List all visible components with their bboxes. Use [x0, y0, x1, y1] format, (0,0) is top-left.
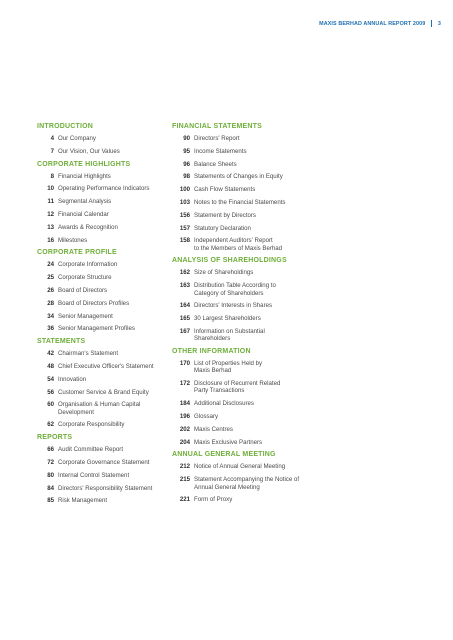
- toc-page-number: 103: [179, 198, 190, 206]
- toc-page-number: 16: [47, 236, 54, 244]
- toc-entry[interactable]: [172, 282, 307, 297]
- toc-entry-label: Directors' Interests in Shares: [194, 302, 273, 310]
- toc-entry[interactable]: [172, 302, 307, 309]
- toc-page-number: 196: [179, 413, 190, 421]
- toc-page-number: 221: [179, 496, 190, 504]
- toc-entry[interactable]: [37, 363, 172, 370]
- toc-entry[interactable]: [37, 497, 172, 504]
- section-analysis-of-shareholdings: [172, 257, 307, 342]
- contents-left-column: [37, 123, 172, 510]
- toc-entry[interactable]: [172, 360, 307, 375]
- toc-entry-label: Directors' Report: [194, 135, 240, 142]
- toc-page-number: 8: [50, 172, 54, 180]
- toc-entry[interactable]: [37, 287, 172, 294]
- toc-entry[interactable]: [37, 401, 172, 416]
- toc-page-number: 72: [47, 459, 54, 467]
- toc-page-number: 12: [47, 210, 54, 218]
- toc-page-number: 162: [179, 269, 190, 277]
- toc-entry-label: Independent Auditors' Report to the Members of Maxis Berhad: [194, 237, 283, 252]
- toc-entry[interactable]: [172, 237, 307, 252]
- toc-page-number: 48: [47, 362, 54, 370]
- toc-page-number: 184: [179, 400, 190, 408]
- toc-entry[interactable]: [172, 199, 307, 206]
- toc-entry-label: Form of Proxy: [194, 496, 233, 504]
- toc-page-number: 4: [50, 135, 54, 142]
- toc-entry-label: Distribution Table According to Category of Shareholders: [194, 282, 276, 297]
- toc-page-number: 164: [179, 302, 190, 310]
- toc-page-number: 172: [179, 380, 190, 388]
- toc-page-number: 167: [179, 327, 190, 335]
- toc-entry[interactable]: [37, 173, 172, 180]
- toc-entry-label: Size of Shareholdings: [194, 269, 254, 277]
- toc-entry[interactable]: [172, 400, 307, 407]
- section-heading: CORPORATE PROFILE: [37, 249, 117, 257]
- toc-entry-label: Disclosure of Recurrent Related Party Transactions: [194, 380, 281, 395]
- toc-entry[interactable]: [172, 212, 307, 219]
- toc-entry-label: Maxis Centres: [194, 425, 233, 433]
- toc-entry-label: Corporate Governance Statement: [58, 459, 150, 467]
- toc-page-number: 90: [183, 135, 190, 142]
- toc-entry[interactable]: [172, 225, 307, 232]
- toc-entry-label: Cash Flow Statements: [194, 186, 256, 194]
- toc-page-number: 80: [47, 471, 54, 479]
- toc-entry[interactable]: [172, 135, 307, 142]
- toc-entry[interactable]: [37, 135, 172, 142]
- toc-entry[interactable]: [172, 315, 307, 322]
- toc-page-number: 66: [47, 446, 54, 454]
- toc-entry-label: Our Vision, Our Values: [58, 147, 120, 155]
- toc-entry-label: Board of Directors: [58, 286, 108, 294]
- toc-page-number: 85: [47, 497, 54, 505]
- toc-entry-label: Corporate Responsibility: [58, 421, 125, 429]
- toc-entry-label: Operating Performance Indicators: [58, 185, 150, 193]
- toc-entry-label: Senior Management Profiles: [58, 325, 135, 333]
- toc-entry-label: Board of Directors Profiles: [58, 299, 130, 307]
- toc-entry-label: Statements of Changes in Equity: [194, 173, 283, 181]
- toc-page-number: 163: [179, 282, 190, 290]
- section-reports: [37, 434, 172, 504]
- toc-entry-label: 30 Largest Shareholders: [194, 315, 261, 323]
- toc-page-number: 158: [179, 237, 190, 245]
- toc-page-number: 84: [47, 484, 54, 492]
- toc-page-number: 170: [179, 360, 190, 368]
- toc-entry-label: Risk Management: [58, 497, 108, 505]
- toc-entry[interactable]: [37, 350, 172, 357]
- report-title: MAXIS BERHAD ANNUAL REPORT 2009: [319, 20, 426, 27]
- toc-entry-label: Organisation & Human Capital Development: [58, 401, 141, 416]
- running-header: [319, 20, 441, 27]
- toc-entry[interactable]: [172, 463, 307, 470]
- toc-entry-label: Financial Highlights: [58, 172, 111, 180]
- toc-page-number: 10: [47, 185, 54, 193]
- toc-entry-label: Directors' Responsibility Statement: [58, 484, 153, 492]
- toc-entry[interactable]: [172, 476, 307, 491]
- toc-entry-label: Chairman's Statement: [58, 350, 119, 358]
- toc-entry-label: Segmental Analysis: [58, 198, 112, 206]
- toc-entry-label: Maxis Exclusive Partners: [194, 438, 263, 446]
- section-heading: STATEMENTS: [37, 338, 86, 346]
- toc-entry[interactable]: [37, 274, 172, 281]
- toc-page-number: 157: [179, 224, 190, 232]
- toc-entry[interactable]: [37, 472, 172, 479]
- section-financial-statements: [172, 123, 307, 252]
- toc-page-number: 62: [47, 421, 54, 429]
- toc-page-number: 96: [183, 160, 190, 168]
- toc-page-number: 156: [179, 211, 190, 219]
- section-heading: INTRODUCTION: [37, 123, 94, 130]
- toc-page-number: 34: [47, 312, 54, 320]
- section-heading: OTHER INFORMATION: [172, 348, 251, 356]
- toc-entry[interactable]: [172, 328, 307, 343]
- toc-entry-label: Statement by Directors: [194, 211, 256, 219]
- toc-entry-label: Customer Service & Brand Equity: [58, 388, 149, 396]
- section-heading: FINANCIAL STATEMENTS: [172, 123, 262, 130]
- toc-entry-label: Information on Substantial Shareholders: [194, 327, 265, 343]
- page-number: 3: [437, 20, 441, 27]
- toc-entry[interactable]: [37, 185, 172, 192]
- toc-entry[interactable]: [37, 224, 172, 231]
- toc-entry-label: Notes to the Financial Statements: [194, 198, 286, 206]
- toc-entry-label: Milestones: [58, 236, 88, 244]
- toc-entry-label: Our Company: [58, 135, 96, 142]
- toc-entry[interactable]: [37, 389, 172, 396]
- toc-entry[interactable]: [172, 148, 307, 155]
- toc-page-number: 204: [179, 438, 190, 446]
- toc-page-number: 60: [47, 401, 54, 409]
- section-introduction: [37, 123, 172, 155]
- toc-page-number: 202: [179, 425, 190, 433]
- section-heading: CORPORATE HIGHLIGHTS: [37, 160, 131, 168]
- contents-right-column: [172, 123, 307, 509]
- toc-entry[interactable]: [37, 325, 172, 332]
- toc-page-number: 11: [47, 198, 54, 206]
- toc-entry-label: Financial Calendar: [58, 210, 109, 218]
- header-divider: [431, 20, 432, 27]
- toc-entry-label: Income Statements: [194, 147, 247, 155]
- toc-entry[interactable]: [172, 173, 307, 180]
- toc-entry[interactable]: [172, 380, 307, 395]
- toc-page-number: 98: [183, 173, 190, 181]
- toc-entry[interactable]: [172, 426, 307, 433]
- toc-page-number: 56: [47, 388, 54, 396]
- toc-entry[interactable]: [37, 313, 172, 320]
- toc-page-number: 212: [179, 463, 190, 471]
- toc-entry-label: Statement Accompanying the Notice of Annual General Meeting: [194, 476, 300, 491]
- toc-entry-label: Internal Control Statement: [58, 471, 130, 479]
- section-annual-general-meeting: [172, 451, 307, 503]
- toc-entry[interactable]: [172, 413, 307, 420]
- toc-page-number: 165: [179, 315, 190, 323]
- section-heading: REPORTS: [37, 434, 73, 442]
- toc-entry-label: List of Properties Held by Maxis Berhad: [194, 360, 263, 375]
- toc-page-number: 28: [47, 299, 54, 307]
- section-heading: ANALYSIS OF SHAREHOLDINGS: [172, 257, 287, 265]
- toc-page-number: 215: [179, 476, 190, 484]
- section-statements: [37, 338, 172, 429]
- toc-entry[interactable]: [37, 446, 172, 453]
- toc-entry[interactable]: [37, 459, 172, 466]
- toc-entry-label: Senior Management: [58, 312, 113, 320]
- toc-entry[interactable]: [37, 261, 172, 268]
- toc-entry[interactable]: [37, 198, 172, 205]
- toc-entry-label: Awards & Recognition: [58, 223, 118, 231]
- toc-page-number: 42: [47, 350, 54, 358]
- section-other-information: [172, 348, 307, 446]
- toc-page-number: 13: [47, 223, 54, 231]
- toc-entry[interactable]: [37, 237, 172, 244]
- toc-page-number: 7: [50, 147, 54, 155]
- toc-entry[interactable]: [37, 485, 172, 492]
- section-corporate-profile: [37, 249, 172, 332]
- toc-entry-label: Statutory Declaration: [194, 224, 251, 232]
- toc-page-number: 54: [47, 375, 54, 383]
- toc-entry[interactable]: [172, 496, 307, 503]
- toc-page-number: 95: [183, 147, 190, 155]
- toc-entry[interactable]: [172, 269, 307, 276]
- toc-page-number: 100: [179, 186, 190, 194]
- toc-entry[interactable]: [172, 161, 307, 168]
- toc-entry-label: Notice of Annual General Meeting: [194, 463, 286, 471]
- toc-page-number: 24: [47, 261, 54, 269]
- toc-entry[interactable]: [37, 421, 172, 428]
- toc-entry[interactable]: [37, 211, 172, 218]
- toc-page-number: 26: [47, 286, 54, 294]
- toc-entry-label: Chief Executive Officer's Statement: [58, 362, 154, 370]
- toc-entry-label: Corporate Structure: [58, 274, 112, 282]
- toc-entry-label: Balance Sheets: [194, 160, 237, 168]
- toc-entry-label: Glossary: [194, 413, 219, 421]
- toc-entry[interactable]: [172, 186, 307, 193]
- section-corporate-highlights: [37, 161, 172, 244]
- toc-entry[interactable]: [37, 300, 172, 307]
- toc-entry-label: Corporate Information: [58, 261, 118, 269]
- toc-entry[interactable]: [37, 148, 172, 155]
- toc-page-number: 36: [47, 325, 54, 333]
- toc-entry[interactable]: [172, 439, 307, 446]
- toc-page-number: 25: [47, 274, 54, 282]
- toc-entry-label: Audit Committee Report: [58, 446, 124, 454]
- toc-entry[interactable]: [37, 376, 172, 383]
- section-heading: ANNUAL GENERAL MEETING: [172, 451, 276, 459]
- toc-entry-label: Additional Disclosures: [194, 400, 254, 408]
- toc-entry-label: Innovation: [58, 375, 87, 383]
